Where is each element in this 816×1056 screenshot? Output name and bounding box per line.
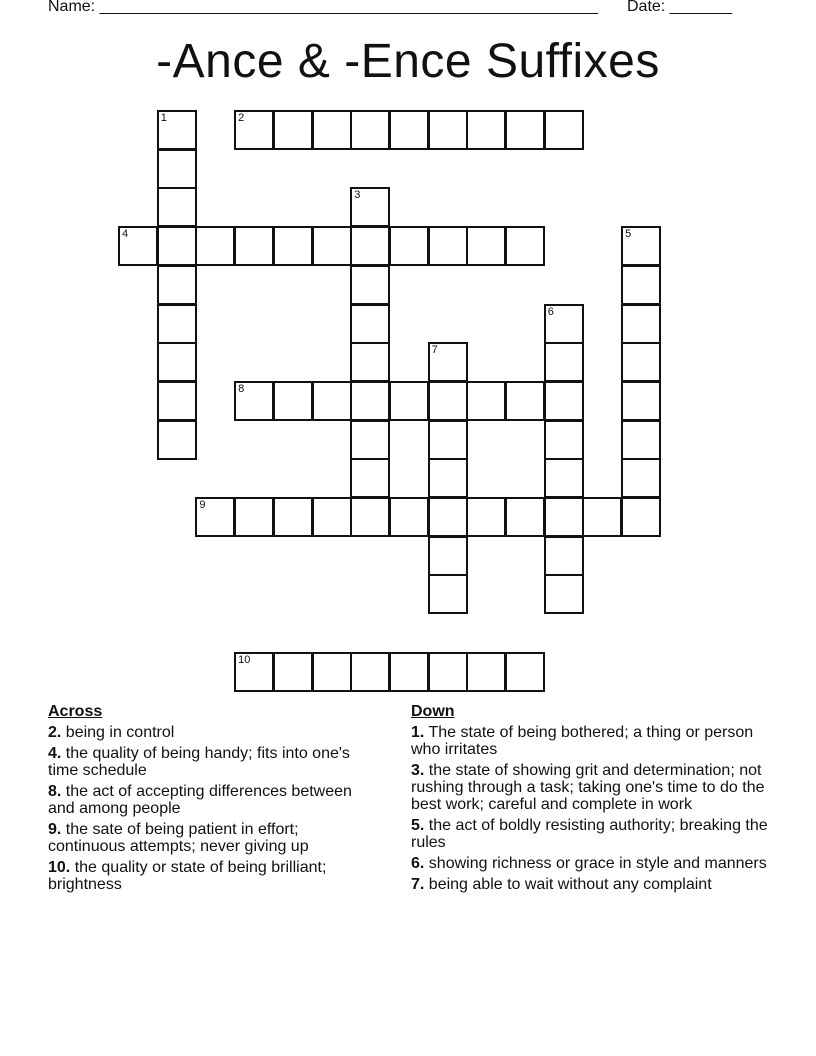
crossword-cell[interactable]: [466, 226, 506, 266]
down-clues: [411, 703, 771, 897]
crossword-cell[interactable]: [621, 342, 661, 382]
clue-item: [48, 821, 378, 855]
clue-item: [411, 817, 771, 851]
clue-number: 8.: [48, 783, 62, 800]
clue-text: the quality or state of being brilliant; brightness: [48, 859, 327, 893]
clue-text: the act of boldly resisting authority; breaking the rules: [411, 817, 768, 851]
clue-number-label: 4: [122, 228, 129, 241]
clue-number-label: 6: [547, 305, 554, 318]
crossword-cell[interactable]: [157, 187, 197, 227]
clue-number-label: 3: [354, 189, 361, 202]
clue-item: [48, 745, 378, 779]
crossword-cell[interactable]: [621, 458, 661, 498]
clue-number: 1.: [411, 724, 425, 741]
crossword-cell[interactable]: [157, 381, 197, 421]
crossword-cell[interactable]: [157, 420, 197, 460]
crossword-cell[interactable]: [544, 574, 584, 614]
clue-number-label: 9: [199, 499, 206, 511]
crossword-cell[interactable]: [273, 652, 313, 692]
crossword-cell[interactable]: [505, 381, 545, 421]
crossword-cell[interactable]: [350, 110, 390, 150]
crossword-cell[interactable]: [350, 304, 390, 344]
date-field-label: Date: _______: [627, 0, 732, 15]
clue-number: 7.: [411, 876, 425, 893]
clue-item: [48, 783, 378, 817]
crossword-cell[interactable]: [621, 304, 661, 344]
crossword-cell[interactable]: [273, 381, 313, 421]
crossword-cell[interactable]: [234, 110, 274, 150]
clue-number-label: 1: [160, 112, 167, 124]
crossword-cell[interactable]: [389, 226, 429, 266]
crossword-cell[interactable]: [428, 110, 468, 150]
crossword-cell[interactable]: [621, 381, 661, 421]
crossword-cell[interactable]: [350, 265, 390, 305]
clue-item: [411, 762, 771, 813]
clue-item: [411, 876, 771, 893]
crossword-cell[interactable]: [544, 304, 584, 344]
clue-number-label: 7: [431, 344, 438, 357]
crossword-cell[interactable]: [350, 420, 390, 460]
crossword-cell[interactable]: [350, 458, 390, 498]
crossword-cell[interactable]: [621, 420, 661, 460]
crossword-cell[interactable]: [157, 110, 197, 150]
crossword-cell[interactable]: [157, 304, 197, 344]
clue-number: 3.: [411, 762, 425, 779]
clue-number: 6.: [411, 855, 425, 872]
crossword-cell[interactable]: [312, 652, 352, 692]
crossword-cell[interactable]: [466, 652, 506, 692]
clue-item: [48, 859, 378, 893]
clue-number: 10.: [48, 859, 71, 876]
crossword-cell[interactable]: [466, 110, 506, 150]
crossword-cell[interactable]: [544, 497, 584, 537]
crossword-cell[interactable]: [234, 652, 274, 692]
crossword-cell[interactable]: [428, 420, 468, 460]
down-heading: Down: [411, 703, 455, 720]
across-clues: [48, 703, 378, 897]
crossword-cell[interactable]: [621, 497, 661, 537]
crossword-cell[interactable]: [466, 497, 506, 537]
crossword-cell[interactable]: [428, 574, 468, 614]
crossword-cell[interactable]: [621, 265, 661, 305]
crossword-cell[interactable]: [389, 497, 429, 537]
clue-number: 5.: [411, 817, 425, 834]
clue-text: the quality of being handy; fits into one's time schedule: [48, 745, 350, 779]
crossword-cell[interactable]: [273, 110, 313, 150]
crossword-cell[interactable]: [195, 226, 235, 266]
clue-text: being able to wait without any complaint: [428, 876, 712, 893]
crossword-cell[interactable]: [312, 497, 352, 537]
clue-text: the state of showing grit and determination; not rushing through a task; taking one's time to do the best work; careful and complete in work: [411, 762, 765, 813]
clue-number-label: 10: [238, 653, 251, 666]
crossword-cell[interactable]: [505, 226, 545, 266]
clue-number-label: 2: [238, 112, 245, 124]
crossword-cell[interactable]: [157, 265, 197, 305]
crossword-cell[interactable]: [544, 458, 584, 498]
crossword-cell[interactable]: [157, 149, 197, 189]
crossword-cell[interactable]: [505, 497, 545, 537]
crossword-cell[interactable]: [389, 110, 429, 150]
crossword-cell[interactable]: [389, 381, 429, 421]
crossword-cell[interactable]: [505, 652, 545, 692]
clue-item: [411, 724, 771, 758]
clue-number: 2.: [48, 724, 62, 741]
crossword-cell[interactable]: [428, 458, 468, 498]
crossword-cell[interactable]: [428, 342, 468, 382]
clue-text: The state of being bothered; a thing or person who irritates: [411, 724, 754, 758]
crossword-cell[interactable]: [350, 187, 390, 227]
crossword-cell[interactable]: [350, 226, 390, 266]
crossword-cell[interactable]: [234, 226, 274, 266]
clue-text: being in control: [65, 724, 175, 741]
crossword-cell[interactable]: [428, 652, 468, 692]
clue-item: [48, 724, 378, 741]
crossword-cell[interactable]: [312, 110, 352, 150]
crossword-cell[interactable]: [428, 536, 468, 576]
clue-text: showing richness or grace in style and manners: [428, 855, 767, 872]
clue-text: the sate of being patient in effort; continuous attempts; never giving up: [48, 821, 309, 855]
crossword-cell[interactable]: [505, 110, 545, 150]
page-title: -Ance & -Ence Suffixes: [156, 35, 660, 88]
clue-text: the act of accepting differences between and among people: [48, 783, 352, 817]
crossword-cell[interactable]: [544, 110, 584, 150]
crossword-cell[interactable]: [157, 342, 197, 382]
crossword-cell[interactable]: [350, 652, 390, 692]
crossword-cell[interactable]: [350, 381, 390, 421]
clue-number: 9.: [48, 821, 62, 838]
crossword-cell[interactable]: [544, 381, 584, 421]
crossword-cell[interactable]: [582, 497, 622, 537]
crossword-cell[interactable]: [544, 342, 584, 382]
crossword-cell[interactable]: [312, 226, 352, 266]
crossword-cell[interactable]: [428, 381, 468, 421]
crossword-cell[interactable]: [312, 381, 352, 421]
clue-number-label: 5: [625, 228, 632, 241]
crossword-cell[interactable]: [428, 497, 468, 537]
crossword-cell[interactable]: [273, 226, 313, 266]
crossword-cell[interactable]: [466, 381, 506, 421]
crossword-cell[interactable]: [350, 342, 390, 382]
crossword-cell[interactable]: [389, 652, 429, 692]
name-field-label: Name: ________________________________________________________: [48, 0, 598, 15]
crossword-cell[interactable]: [544, 420, 584, 460]
clue-number-label: 8: [238, 382, 245, 395]
crossword-cell[interactable]: [157, 226, 197, 266]
crossword-cell[interactable]: [428, 226, 468, 266]
crossword-cell[interactable]: [195, 497, 235, 537]
crossword-cell[interactable]: [118, 226, 158, 266]
across-heading: Across: [48, 703, 103, 720]
crossword-cell[interactable]: [273, 497, 313, 537]
crossword-cell[interactable]: [544, 536, 584, 576]
crossword-cell[interactable]: [350, 497, 390, 537]
crossword-cell[interactable]: [234, 381, 274, 421]
crossword-cell[interactable]: [621, 226, 661, 266]
crossword-cell[interactable]: [234, 497, 274, 537]
clue-number: 4.: [48, 745, 62, 762]
clue-item: [411, 855, 771, 872]
